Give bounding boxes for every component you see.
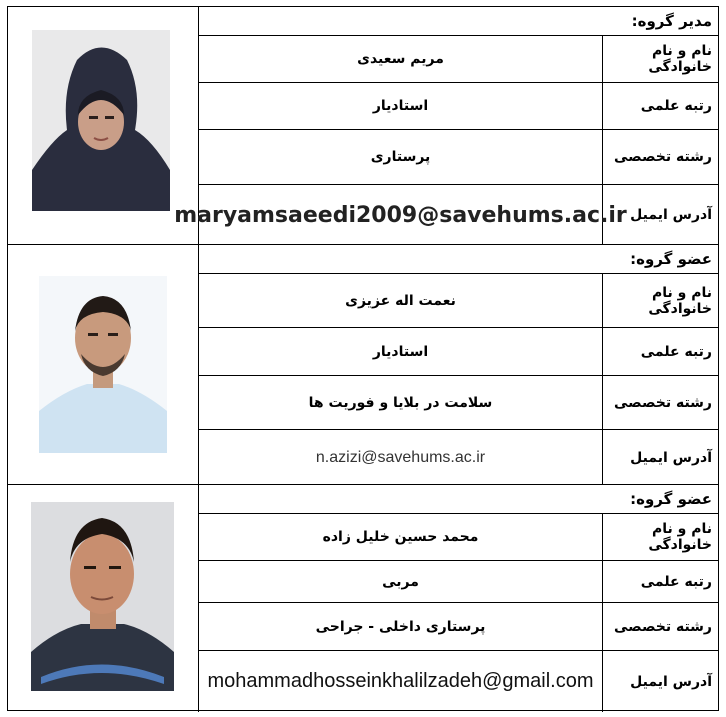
label-rank: رتبه علمی [602,561,718,602]
row-name [199,514,718,561]
member-field: پرستاری داخلی - جراحی [315,618,486,635]
row-field [199,603,718,651]
label-field: رشته تخصصی [602,603,718,650]
member-name: نعمت اله عزیزی [345,292,456,309]
member-photo [31,502,174,691]
label-rank: رتبه علمی [602,83,718,129]
email-link[interactable]: mohammadhosseinkhalilzadeh@gmail.com [207,670,594,692]
member-field: پرستاری [370,149,431,165]
member-email [199,651,602,712]
label-rank: رتبه علمی [602,328,718,375]
email-link[interactable]: n.azizi@savehums.ac.ir [315,448,486,466]
label-email: آدرس ایمیل [602,651,718,712]
member-photo [39,276,167,453]
role-title: مدیر گروه: [199,7,718,36]
member-block-2 [8,485,718,712]
member-rank: مربی [382,573,419,590]
label-name: نام و نام خانوادگی [602,36,718,82]
member-photo [32,30,170,211]
row-rank [199,328,718,376]
member-name: مریم سعیدی [357,51,444,67]
label-name: نام و نام خانوادگی [602,514,718,560]
email-link[interactable]: maryamsaeedi2009@savehums.ac.ir [174,202,627,228]
member-field: سلامت در بلایا و فوریت ها [308,394,493,411]
role-title: عضو گروه: [199,245,718,274]
label-field: رشته تخصصی [602,376,718,429]
row-email [199,430,718,485]
label-name: نام و نام خانوادگی [602,274,718,327]
role-title: عضو گروه: [199,485,718,514]
row-field [199,376,718,430]
row-name [199,274,718,328]
member-info [199,485,718,712]
row-rank [199,561,718,603]
member-info [199,245,718,484]
faculty-table [7,6,719,711]
label-field: رشته تخصصی [602,130,718,184]
member-rank: استادیار [372,98,429,114]
member-rank: استادیار [372,343,429,360]
member-name: محمد حسین خلیل زاده [322,529,479,545]
photo-cell [8,245,199,484]
member-info [174,7,718,244]
row-field [199,130,718,185]
member-email [174,185,627,245]
member-email [199,430,602,485]
row-rank [199,83,718,130]
row-email [174,185,718,245]
label-email: آدرس ایمیل [602,185,718,245]
row-name [199,36,718,83]
label-email: آدرس ایمیل [602,430,718,485]
photo-cell [8,485,199,712]
member-block-1 [8,245,718,485]
row-email [199,651,718,712]
member-block-head [8,7,718,245]
photo-cell [8,7,199,244]
